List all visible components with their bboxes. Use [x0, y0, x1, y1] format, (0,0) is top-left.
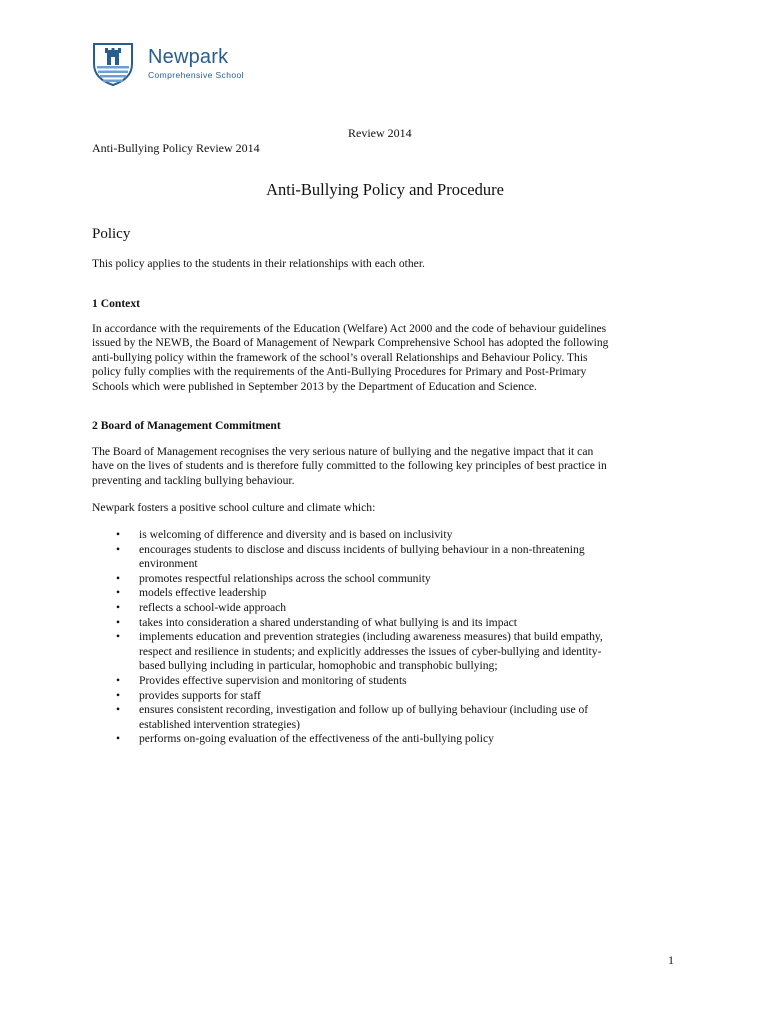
logo-name: Newpark [148, 46, 229, 68]
board-paragraph [92, 445, 680, 488]
list-item: • provides supports for staff [116, 688, 261, 702]
context-paragraph [92, 322, 680, 394]
castle-shield-icon [92, 42, 134, 86]
bullet-icon: • [116, 600, 121, 614]
principles-list [92, 528, 680, 747]
bullet-icon: • [116, 688, 121, 702]
bullet-icon: • [116, 732, 121, 746]
school-logo [92, 42, 252, 86]
list-item: • reflects a school-wide approach [116, 600, 287, 614]
board-line: The Board of Management recognises the very serious nature of bullying and the negative impact that it can [92, 445, 594, 458]
list-item: • ensures consistent recording, investigation and follow up of bullying behaviour (including use of established intervention strategies) [116, 703, 589, 731]
review-label: Anti-Bullying Policy Review 2014 [92, 141, 260, 155]
policy-intro: This policy applies to the students in their relationships with each other. [92, 257, 425, 270]
fosters-intro: Newpark fosters a positive school culture and climate which: [92, 501, 376, 514]
bullet-icon: • [116, 571, 121, 585]
context-line: policy fully complies with the requirements of the Anti-Bullying Procedures for Primary and Post-Primary [92, 365, 587, 379]
list-item: • takes into consideration a shared understanding of what bullying is and its impact [116, 615, 518, 629]
list-item: • performs on-going evaluation of the effectiveness of the anti-bullying policy [116, 732, 494, 746]
bullet-icon: • [116, 630, 121, 644]
context-line: Schools which were published in September 2013 by the Department of Education and Science. [92, 379, 537, 393]
page-number: 1 [668, 953, 674, 967]
list-item: • models effective leadership [116, 586, 267, 600]
logo-subtitle: Comprehensive School [148, 70, 244, 80]
context-line: anti-bullying policy within the framework of the school’s overall Relationships and Behaviour Policy. This [92, 350, 588, 364]
bullet-icon: • [116, 673, 121, 687]
list-item: • promotes respectful relationships across the school community [116, 571, 431, 585]
document-title: Anti-Bullying Policy and Procedure [266, 180, 504, 199]
bullet-icon: • [116, 615, 121, 629]
review-year: Review 2014 [348, 126, 412, 140]
bullet-icon: • [116, 703, 121, 717]
context-line: issued by the NEWB, the Board of Management of Newpark Comprehensive School has adopted the following [92, 336, 609, 350]
bullet-icon: • [116, 528, 121, 541]
list-item: • Provides effective supervision and monitoring of students [116, 673, 407, 687]
context-heading: 1 Context [92, 297, 140, 310]
board-heading: 2 Board of Management Commitment [92, 419, 281, 432]
board-line: have on the lives of students and is therefore fully committed to the following key principles of best practice in [92, 459, 607, 473]
list-item: • is welcoming of difference and diversity and is based on inclusivity [116, 528, 453, 541]
context-line: In accordance with the requirements of the Education (Welfare) Act 2000 and the code of behaviour guidelines [92, 322, 607, 335]
list-item: • encourages students to disclose and discuss incidents of bullying behaviour in a non-threatening environment [116, 542, 585, 571]
list-item: • implements education and prevention strategies (including awareness measures) that build empathy, respect and resilience in students; and explicitly addresses the issues of cyber-bullying and identity- based bullying including in particular, homophobic and transphobic bullying; [116, 630, 603, 673]
board-line: preventing and tackling bullying behaviour. [92, 473, 295, 487]
policy-heading: Policy [92, 226, 131, 242]
bullet-icon: • [116, 586, 121, 600]
bullet-icon: • [116, 542, 121, 556]
